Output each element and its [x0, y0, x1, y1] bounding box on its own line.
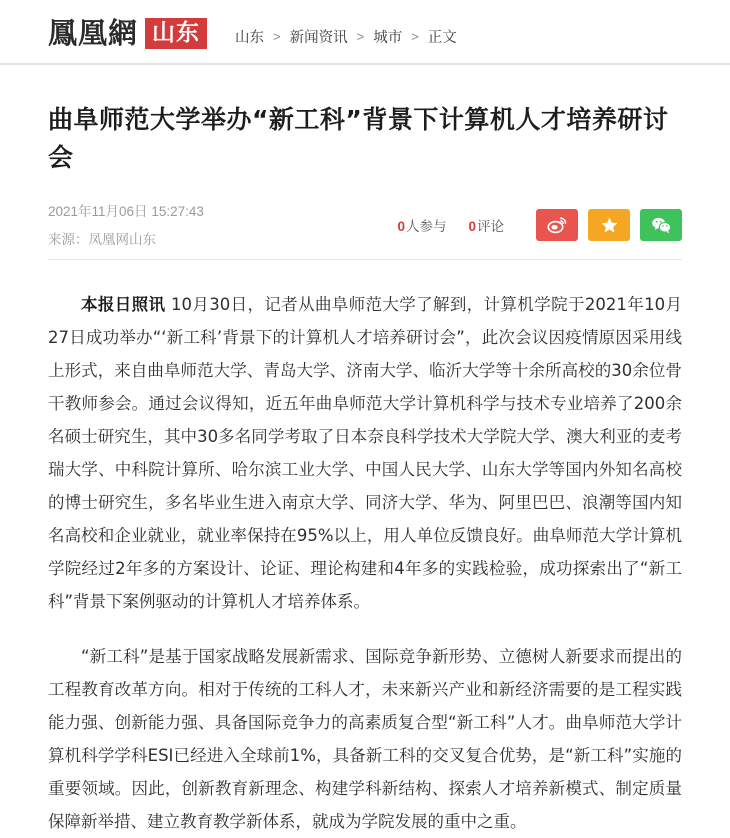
article-source: 来源：凤凰网山东 [48, 231, 156, 247]
article-paragraph [48, 640, 682, 838]
share-wechat-button[interactable] [640, 209, 682, 241]
publish-date: 2021年11月06日 15:27:43 [48, 204, 204, 219]
breadcrumb-item-3[interactable]: 正文 [427, 30, 457, 46]
header-divider [0, 63, 730, 65]
meta-actions [397, 209, 682, 241]
article-container [0, 101, 730, 838]
breadcrumb-item-1[interactable]: 新闻资讯 [289, 30, 348, 46]
share-weibo-button[interactable] [536, 209, 578, 241]
participation-count: 0 [397, 219, 405, 234]
share-buttons [526, 209, 682, 241]
site-header [0, 0, 730, 63]
participation-counter [397, 215, 446, 235]
wechat-icon [651, 216, 672, 234]
page-title: 曲阜师范大学举办“新工科”背景下计算机人才培养研讨会 [48, 105, 669, 172]
star-icon [600, 216, 619, 234]
article-meta [48, 201, 682, 257]
article-paragraph [48, 288, 682, 618]
paragraph-text: 10月30日，记者从曲阜师范大学了解到，计算机学院于2021年10月27日成功举办“‘新工科’背景下的计算机人才培养研讨会”，此次会议因疫情原因采用线上形式，来自曲阜师范大学、青岛大学、济南大学、临沂大学等十余所高校的30余位骨干教师参会。通过会议得知，近五年曲阜师范大学计算机科学与技术专业培养了200余名硕士研究生，其中30多名同学考取了日本奈良科学技术大学院大学、澳大利亚的麦考瑞大学、中科院计算所、哈尔滨工业大学、中国人民大学、山东大学等国内外知名高校的博士研究生，多名毕业生进入南京大学、同济大学、华为、阿里巴巴、浪潮等国内知名高校和企业就业，就业率保持在95%以上，用人单位反馈良好。曲阜师范大学计算机学院经过2年多的方案设计、论证、理论构建和4年多的实践检验，成功探索出了“新工科”背景下案例驱动的计算机人才培养体系。 [48, 295, 682, 611]
breadcrumb-separator-icon: > [411, 29, 419, 44]
meta-divider [48, 259, 682, 260]
participation-label: 人参与 [405, 219, 447, 234]
favorite-button[interactable] [588, 209, 630, 241]
logo-text: 鳳凰網 [48, 16, 139, 50]
breadcrumb-separator-icon: > [273, 29, 281, 44]
paragraph-text: “新工科”是基于国家战略发展新需求、国际竞争新形势、立德树人新要求而提出的工程教育改革方向。相对于传统的工科人才，未来新兴产业和新经济需要的是工程实践能力强、创新能力强、具备国际竞争力的高素质复合型“新工科”人才。曲阜师范大学计算机科学学科ESI已经进入全球前1%，具备新工科的交叉复合优势，是“新工科”实施的重要领域。因此，创新教育新理念、构建学科新结构、探索人才培养新模式、制定质量保障新举措、建立教育教学新体系，就成为学院发展的重中之重。 [48, 647, 682, 831]
breadcrumb-item-0[interactable]: 山东 [235, 30, 265, 46]
comment-count: 0 [468, 219, 476, 234]
breadcrumb [235, 20, 457, 47]
breadcrumb-item-2[interactable]: 城市 [373, 30, 403, 46]
comment-counter[interactable] [468, 215, 504, 235]
paragraph-lead: 本报日照讯 [81, 295, 166, 314]
weibo-icon [547, 216, 567, 234]
breadcrumb-separator-icon: > [356, 29, 365, 44]
logo-region-badge: 山东 [145, 18, 207, 49]
site-logo[interactable] [48, 18, 207, 49]
comment-label: 评论 [477, 219, 504, 234]
article-body [48, 288, 682, 838]
